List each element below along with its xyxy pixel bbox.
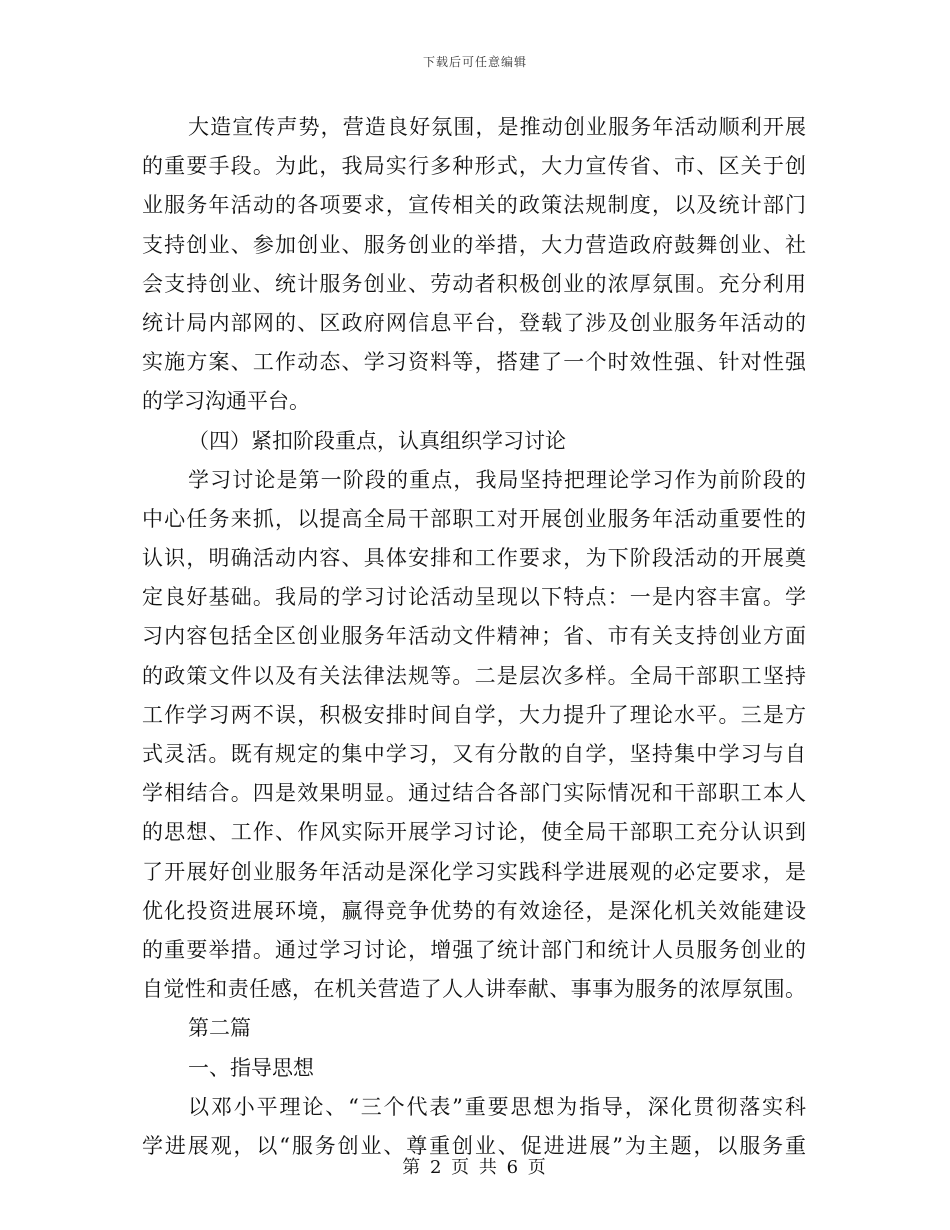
text-line: 学进展观，以“服务创业、尊重创业、促进进展”为主题，以服务重 bbox=[142, 1133, 806, 1158]
text-line: 的政策文件以及有关法律法规等。二是层次多样。全局干部职工坚持 bbox=[142, 663, 806, 688]
text-line: 以邓小平理论、“三个代表”重要思想为指导，深化贯彻落实科 bbox=[188, 1094, 806, 1119]
text-line: 业服务年活动的各项要求，宣传相关的政策法规制度，以及统计部门 bbox=[142, 193, 806, 218]
text-line: 认识，明确活动内容、具体安排和工作要求，为下阶段活动的开展奠 bbox=[142, 546, 806, 571]
text-line: 的学习沟通平台。 bbox=[142, 389, 310, 414]
text-line: 支持创业、参加创业、服务创业的举措，大力营造政府鼓舞创业、社 bbox=[142, 232, 806, 257]
text-line: 统计局内部网的、区政府网信息平台，登载了涉及创业服务年活动的 bbox=[142, 310, 806, 335]
text-line: 一、指导思想 bbox=[188, 1055, 314, 1080]
page-header-note: 下载后可任意编辑 bbox=[422, 55, 527, 69]
text-line: 实施方案、工作动态、学习资料等，搭建了一个时效性强、针对性强 bbox=[142, 350, 806, 375]
text-line: 学习讨论是第一阶段的重点，我局坚持把理论学习作为前阶段的 bbox=[188, 467, 806, 492]
text-line: 大造宣传声势，营造良好氛围，是推动创业服务年活动顺利开展 bbox=[188, 115, 806, 139]
text-line: 的重要手段。为此，我局实行多种形式，大力宣传省、市、区关于创 bbox=[142, 154, 806, 179]
text-line: 自觉性和责任感，在机关营造了人人讲奉献、事事为服务的浓厚氛围。 bbox=[142, 977, 806, 1002]
text-line: 定良好基础。我局的学习讨论活动呈现以下特点：一是内容丰富。学 bbox=[142, 585, 806, 610]
text-line: （四）紧扣阶段重点，认真组织学习讨论 bbox=[188, 428, 566, 453]
text-line: 习内容包括全区创业服务年活动文件精神；省、市有关支持创业方面 bbox=[142, 624, 806, 649]
text-line: 会支持创业、统计服务创业、劳动者积极创业的浓厚氛围。充分利用 bbox=[142, 271, 806, 296]
page-footer: 第 2 页 共 6 页 bbox=[402, 1157, 548, 1178]
text-line: 中心任务来抓，以提高全局干部职工对开展创业服务年活动重要性的 bbox=[142, 506, 806, 531]
text-line: 工作学习两不误，积极安排时间自学，大力提升了理论水平。三是方 bbox=[142, 702, 806, 727]
text-line: 式灵活。既有规定的集中学习，又有分散的自学，坚持集中学习与自 bbox=[142, 742, 806, 766]
text-line: 学相结合。四是效果明显。通过结合各部门实际情况和干部职工本人 bbox=[142, 781, 806, 806]
text-line: 了开展好创业服务年活动是深化学习实践科学进展观的必定要求，是 bbox=[142, 859, 806, 884]
text-line: 第二篇 bbox=[188, 1016, 251, 1041]
text-line: 的重要举措。通过学习讨论，增强了统计部门和统计人员服务创业的 bbox=[142, 937, 806, 962]
text-line: 的思想、工作、作风实际开展学习讨论，使全局干部职工充分认识到 bbox=[142, 820, 806, 845]
text-line: 优化投资进展环境，赢得竞争优势的有效途径，是深化机关效能建设 bbox=[142, 898, 806, 923]
document-body bbox=[142, 108, 806, 1166]
